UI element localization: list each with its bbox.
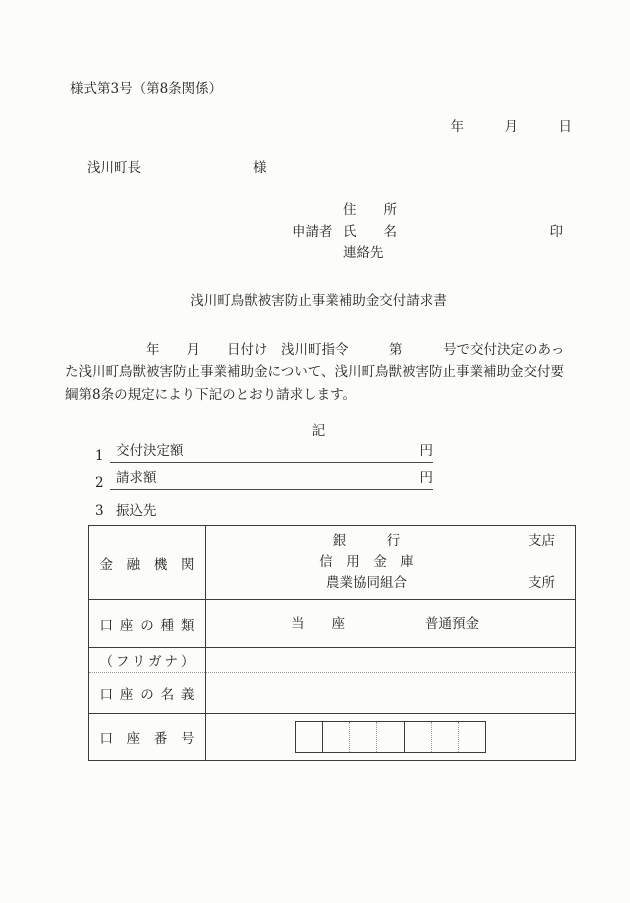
account-holder-value-cell: [206, 673, 576, 714]
account-number-cell: [432, 722, 459, 752]
request-amount-fill-line: [110, 471, 433, 490]
financial-institution-label: 金融機関: [99, 556, 195, 573]
account-holder-row: [89, 673, 576, 714]
request-amount-label: 請求額: [116, 470, 157, 486]
account-number-cell: [405, 722, 432, 752]
checking-account-option: 当 座: [291, 615, 345, 632]
applicant-role-spacer: [292, 243, 343, 265]
item-row-transfer-account: [65, 504, 572, 518]
account-number-digit-boxes: [295, 721, 486, 753]
item-row-request-amount: [65, 471, 572, 490]
addressee-line: [87, 161, 572, 175]
applicant-address-label: 住 所: [343, 202, 397, 218]
applicant-block: [292, 200, 563, 265]
account-number-label: 口座番号: [99, 731, 195, 747]
furigana-row: [89, 648, 576, 673]
document-title: 浅川町鳥獣被害防止事業補助金交付請求書: [190, 292, 447, 309]
body-paragraph: [65, 339, 572, 407]
record-mark: 記: [311, 423, 326, 439]
seal-label: 印: [549, 223, 563, 240]
addressee-name: 浅川町長: [87, 160, 141, 176]
account-holder-label-cell: [89, 673, 206, 714]
account-number-value-cell: [206, 714, 576, 761]
account-number-cell: [323, 722, 350, 752]
applicant-name-row: [292, 222, 563, 244]
body-line: た浅川町鳥獣被害防止事業補助金について、浅川町鳥獣被害防止事業補助金交付要: [65, 364, 564, 380]
furigana-value-cell: [206, 648, 576, 673]
financial-institution-value-cell: [206, 526, 576, 600]
applicant-role-label: 申請者: [292, 223, 333, 240]
account-number-row: [89, 714, 576, 761]
account-type-options: [206, 617, 575, 631]
yen-unit-label: 円: [419, 443, 433, 459]
nokyo-option-line: [206, 573, 555, 594]
sub-branch-label: 支所: [528, 575, 555, 591]
ordinary-account-option: 普通預金: [425, 615, 479, 632]
item-number: 3: [95, 503, 104, 519]
bank-option-line: [206, 531, 555, 552]
account-number-cell: [296, 722, 323, 752]
account-holder-blank-field: [206, 673, 575, 713]
shinkin-option-label: 信 用 金 庫: [319, 554, 414, 570]
item-number: 2: [95, 475, 104, 491]
furigana-blank-field: [206, 648, 575, 672]
transfer-account-label: 振込先: [116, 503, 157, 519]
grant-amount-fill-line: [110, 444, 433, 463]
financial-institution-row: [89, 526, 576, 600]
account-holder-label: 口座の名義: [99, 687, 195, 703]
yen-unit-label: 円: [419, 470, 433, 486]
item-row-grant-amount: [65, 444, 572, 463]
item-number: 1: [95, 448, 104, 464]
nokyo-option-label: 農業協同組合: [326, 575, 407, 591]
applicant-role-spacer: [292, 200, 343, 222]
account-number-label-cell: [89, 714, 206, 761]
applicant-contact-label: 連絡先: [343, 245, 384, 261]
account-type-value-cell: [206, 600, 576, 648]
shinkin-option-line: [206, 552, 555, 573]
form-number: 様式第3号（第8条関係）: [70, 81, 223, 97]
furigana-label: （フリガナ）: [99, 654, 195, 670]
date-line: 年 月 日: [450, 119, 572, 135]
account-number-cell: [350, 722, 377, 752]
applicant-name-label: 氏 名: [343, 223, 397, 240]
financial-institution-label-cell: [89, 526, 206, 600]
account-type-label-cell: [89, 600, 206, 648]
grant-amount-label: 交付決定額: [116, 443, 184, 459]
institution-options: [206, 531, 575, 594]
account-type-row: [89, 600, 576, 648]
bank-option-label: 銀 行: [332, 533, 401, 549]
furigana-label-cell: [89, 648, 206, 673]
applicant-address-row: [292, 200, 563, 222]
branch-office-label: 支店: [528, 533, 555, 549]
body-line: 綱第8条の規定により下記のとおり請求します。: [65, 386, 357, 403]
account-number-cell: [459, 722, 485, 752]
addressee-honorific: 様: [253, 160, 267, 176]
account-type-label: 口座の種類: [99, 617, 195, 634]
bank-account-table: [88, 525, 576, 761]
applicant-contact-row: [292, 243, 563, 265]
request-items: [65, 444, 572, 518]
account-number-cell: [377, 722, 404, 752]
body-line: 年 月 日付け 浅川町指令 第 号で交付決定のあっ: [65, 341, 565, 358]
